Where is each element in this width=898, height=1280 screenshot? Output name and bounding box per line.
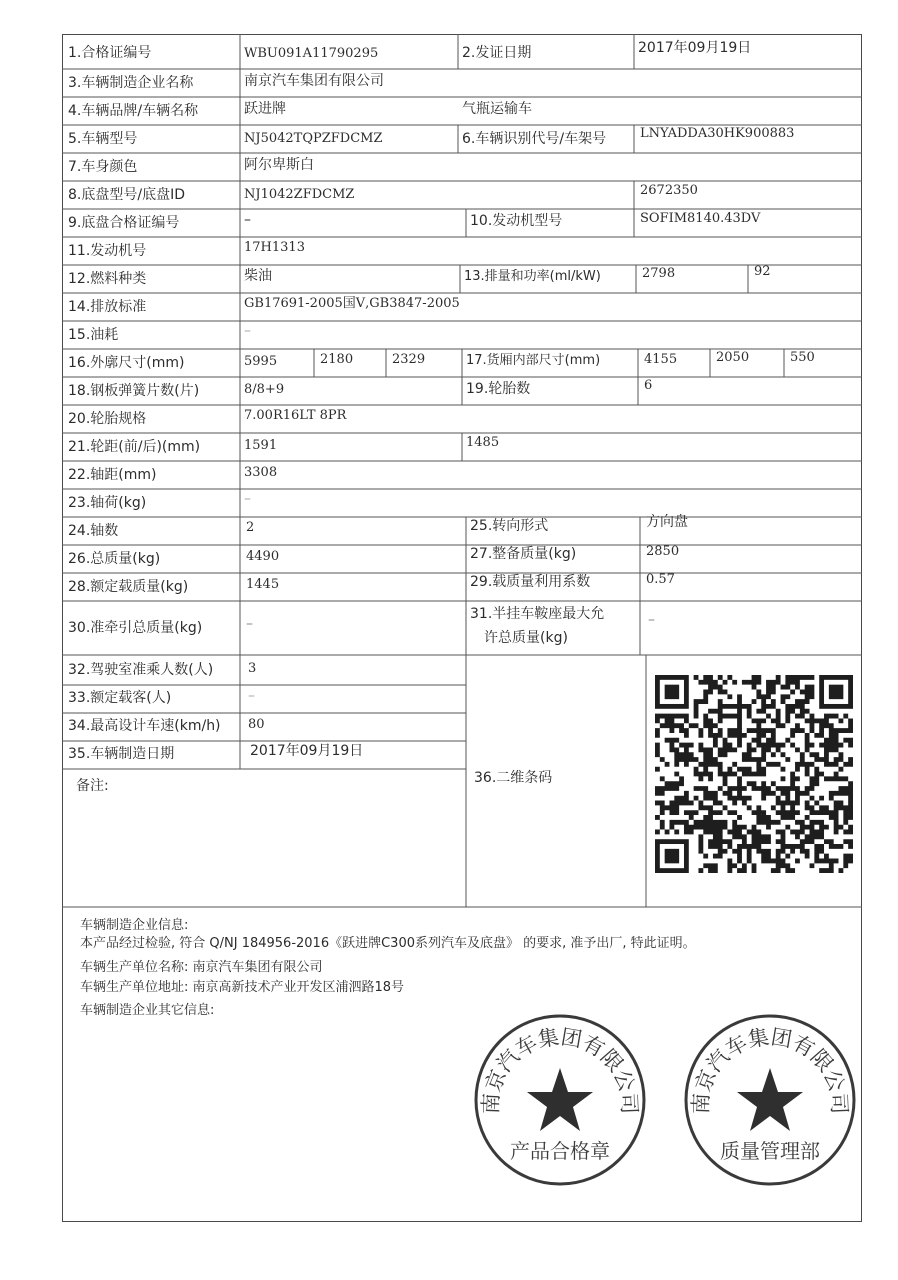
value-saddle-mass: – (648, 612, 655, 628)
value-max-speed: 80 (248, 717, 265, 732)
value-width: 2180 (320, 352, 354, 367)
label-towing-mass: 30.准牵引总质量(kg) (68, 620, 203, 636)
info-other: 车辆制造企业其它信息: (80, 1003, 215, 1018)
label-qr-code: 36.二维条码 (474, 770, 553, 786)
label-rated-passengers: 33.额定载客(人) (68, 690, 172, 706)
label-wheelbase: 22.轴距(mm) (68, 467, 157, 483)
value-engine-model: SOFIM8140.43DV (640, 211, 761, 226)
value-chassis-id: 2672350 (640, 183, 698, 198)
label-fuel-consumption: 15.油耗 (68, 327, 119, 343)
info-producer-name: 车辆生产单位名称: 南京汽车集团有限公司 (80, 960, 323, 975)
value-rear-track: 1485 (466, 435, 500, 450)
value-manufacturer: 南京汽车集团有限公司 (244, 73, 384, 89)
value-chassis-cert-number: – (244, 212, 251, 228)
value-vin: LNYADDA30HK900883 (640, 126, 795, 141)
value-tire-spec: 7.00R16LT 8PR (244, 408, 347, 423)
value-cargo-width: 2050 (716, 350, 750, 365)
label-gross-mass: 26.总质量(kg) (68, 551, 161, 567)
label-fuel-type: 12.燃料种类 (68, 271, 147, 287)
label-cab-capacity: 32.驾驶室准乘人数(人) (68, 662, 214, 678)
label-axle-load: 23.轴荷(kg) (68, 495, 147, 511)
label-vin: 6.车辆识别代号/车架号 (462, 131, 607, 147)
seal-quality-dept (680, 1010, 860, 1190)
info-producer-address: 车辆生产单位地址: 南京高新技术产业开发区浦泗路18号 (80, 980, 405, 995)
label-chassis-cert-number: 9.底盘合格证编号 (68, 215, 180, 231)
star-icon (527, 1068, 593, 1131)
label-track-width: 21.轮距(前/后)(mm) (68, 439, 201, 455)
value-cargo-height: 550 (790, 350, 815, 365)
label-axle-count: 24.轴数 (68, 523, 119, 539)
label-issue-date: 2.发证日期 (462, 45, 532, 61)
label-manufacturer: 3.车辆制造企业名称 (68, 75, 194, 91)
label-engine-number: 11.发动机号 (68, 243, 147, 259)
info-heading: 车辆制造企业信息: (80, 918, 189, 933)
label-saddle-mass-line1: 31.半挂车鞍座最大允 (470, 606, 605, 622)
value-body-color: 阿尔卑斯白 (244, 157, 314, 173)
label-chassis-model: 8.底盘型号/底盘ID (68, 187, 185, 203)
value-manufacture-date: 2017年09月19日 (250, 743, 364, 759)
value-fuel-type: 柴油 (244, 268, 272, 284)
value-rated-passengers: – (248, 688, 255, 704)
seal-product-qualified (470, 1010, 650, 1190)
value-emission-standard: GB17691-2005国Ⅴ,GB3847-2005 (244, 296, 460, 311)
value-engine-number: 17H1313 (244, 240, 305, 255)
value-steering-type: 方向盘 (646, 514, 688, 530)
value-axle-load: – (244, 491, 251, 507)
label-displacement-power: 13.排量和功率(ml/kW) (464, 269, 601, 284)
seal-right-center-text: 质量管理部 (720, 1139, 820, 1163)
value-rated-load: 1445 (246, 577, 280, 592)
label-saddle-mass-line2: 许总质量(kg) (484, 630, 568, 646)
label-vehicle-model: 5.车辆型号 (68, 131, 138, 147)
value-wheelbase: 3308 (244, 465, 278, 480)
value-issue-date: 2017年09月19日 (638, 40, 752, 56)
value-fuel-consumption: – (244, 323, 251, 339)
qr-code-icon (655, 675, 853, 873)
value-length: 5995 (244, 354, 278, 369)
label-emission-standard: 14.排放标准 (68, 299, 147, 315)
label-brand-name: 4.车辆品牌/车辆名称 (68, 103, 199, 119)
label-rated-load: 28.额定载质量(kg) (68, 579, 189, 595)
label-overall-dimensions: 16.外廓尺寸(mm) (68, 355, 185, 371)
label-tire-spec: 20.轮胎规格 (68, 411, 147, 427)
value-towing-mass: – (246, 616, 253, 632)
label-tire-count: 19.轮胎数 (466, 381, 531, 397)
info-compliance-statement: 本产品经过检验, 符合 Q/NJ 184956-2016《跃进牌C300系列汽车及底盘》 的要求, 准予出厂, 特此证明。 (80, 936, 696, 951)
value-axle-count: 2 (246, 520, 255, 535)
label-load-utilization: 29.载质量利用系数 (470, 574, 591, 590)
label-remarks: 备注: (76, 778, 109, 794)
value-load-utilization: 0.57 (646, 572, 675, 587)
value-vehicle-model: NJ5042TQPZFDCMZ (244, 131, 383, 146)
value-power: 92 (754, 264, 771, 279)
value-chassis-model: NJ1042ZFDCMZ (244, 187, 355, 202)
label-engine-model: 10.发动机型号 (470, 213, 563, 229)
seal-right-ring-text: 南京汽车集团有限公司 (688, 1024, 852, 1115)
value-curb-mass: 2850 (646, 544, 680, 559)
label-leaf-springs: 18.钢板弹簧片数(片) (68, 383, 200, 399)
value-brand: 跃进牌 (244, 101, 286, 117)
label-cargo-dimensions: 17.货厢内部尺寸(mm) (466, 353, 601, 368)
value-cab-capacity: 3 (248, 661, 257, 676)
label-body-color: 7.车身颜色 (68, 159, 138, 175)
value-leaf-springs: 8/8+9 (244, 382, 285, 397)
seal-left-center-text: 产品合格章 (510, 1139, 610, 1163)
value-certificate-number: WBU091A11790295 (244, 46, 379, 61)
label-manufacture-date: 35.车辆制造日期 (68, 746, 175, 762)
value-displacement: 2798 (642, 266, 676, 281)
label-curb-mass: 27.整备质量(kg) (470, 546, 577, 562)
label-steering-type: 25.转向形式 (470, 518, 549, 534)
value-front-track: 1591 (244, 438, 278, 453)
value-tire-count: 6 (644, 378, 653, 393)
value-cargo-length: 4155 (644, 352, 678, 367)
label-max-speed: 34.最高设计车速(km/h) (68, 718, 221, 734)
value-height: 2329 (392, 352, 426, 367)
seal-left-ring-text: 南京汽车集团有限公司 (478, 1024, 642, 1115)
star-icon (737, 1068, 803, 1131)
value-vehicle-name: 气瓶运输车 (462, 101, 532, 117)
value-gross-mass: 4490 (246, 549, 280, 564)
label-certificate-number: 1.合格证编号 (68, 45, 152, 61)
